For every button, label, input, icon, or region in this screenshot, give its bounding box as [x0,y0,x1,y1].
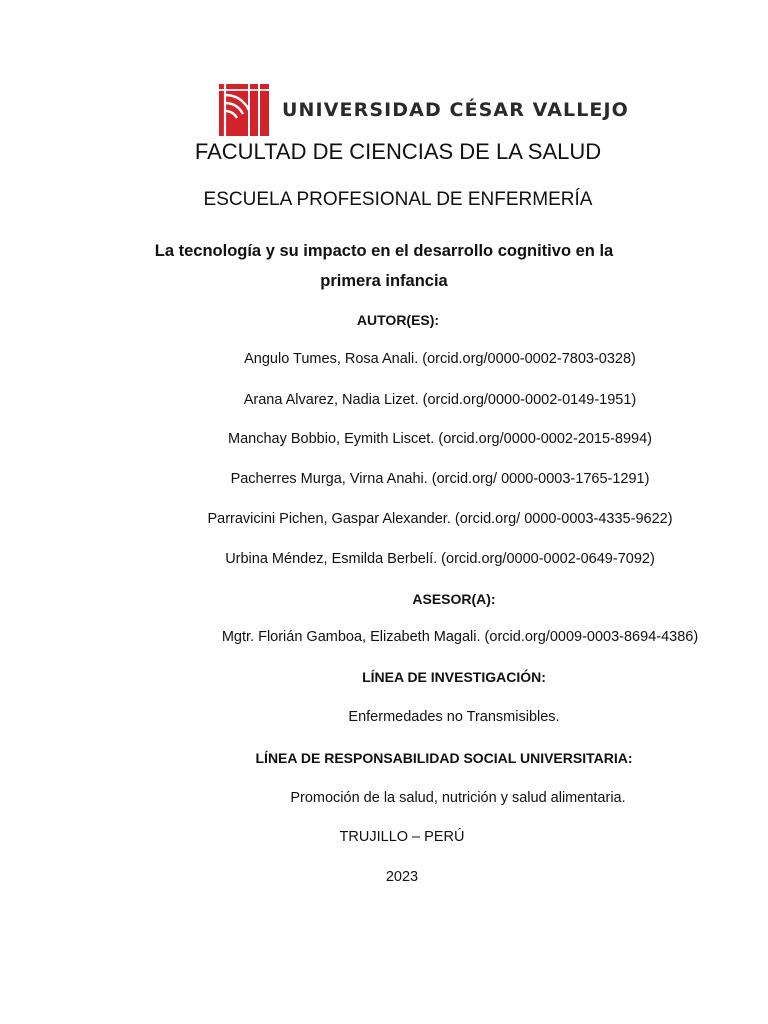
thesis-title-line-2: primera infancia [320,272,448,290]
research-line: Enfermedades no Transmisibles. [348,709,560,725]
school-name: ESCUELA PROFESIONAL DE ENFERMERÍA [203,189,593,210]
authors-label: AUTOR(ES): [356,312,440,328]
advisor-name: Mgtr. Florián Gamboa, Elizabeth Magali. (orcid.org/0009-0003-8694-4386) [221,629,699,645]
author-4: Pacherres Murga, Virna Anahi. (orcid.org/ 0000-0003-1765-1291) [230,471,650,487]
thesis-title-line-1: La tecnología y su impacto en el desarrollo cognitivo en la [154,242,614,260]
author-1: Angulo Tumes, Rosa Anali. (orcid.org/0000-0002-7803-0328) [244,351,636,367]
university-name: UNIVERSIDAD CÉSAR VALLEJO [282,99,629,121]
research-line-label: LÍNEA DE INVESTIGACIÓN: [362,669,546,685]
faculty-name: FACULTAD DE CIENCIAS DE LA SALUD [194,139,602,164]
ucv-shield-icon [219,84,269,136]
author-2: Arana Alvarez, Nadia Lizet. (orcid.org/0000-0002-0149-1951) [243,392,637,408]
social-line-label: LÍNEA DE RESPONSABILIDAD SOCIAL UNIVERSITARIA: [255,750,633,766]
social-line: Promoción de la salud, nutrición y salud alimentaria. [290,790,626,806]
author-6: Urbina Méndez, Esmilda Berbelí. (orcid.org/0000-0002-0649-7092) [225,551,655,567]
thesis-title [0,236,768,296]
author-5: Parravicini Pichen, Gaspar Alexander. (orcid.org/ 0000-0003-4335-9622) [207,511,673,527]
author-3: Manchay Bobbio, Eymith Liscet. (orcid.org/0000-0002-2015-8994) [228,431,652,447]
year: 2023 [385,869,419,885]
advisor-label: ASESOR(A): [412,591,496,607]
place: TRUJILLO – PERÚ [339,829,465,845]
university-logo [219,84,629,136]
